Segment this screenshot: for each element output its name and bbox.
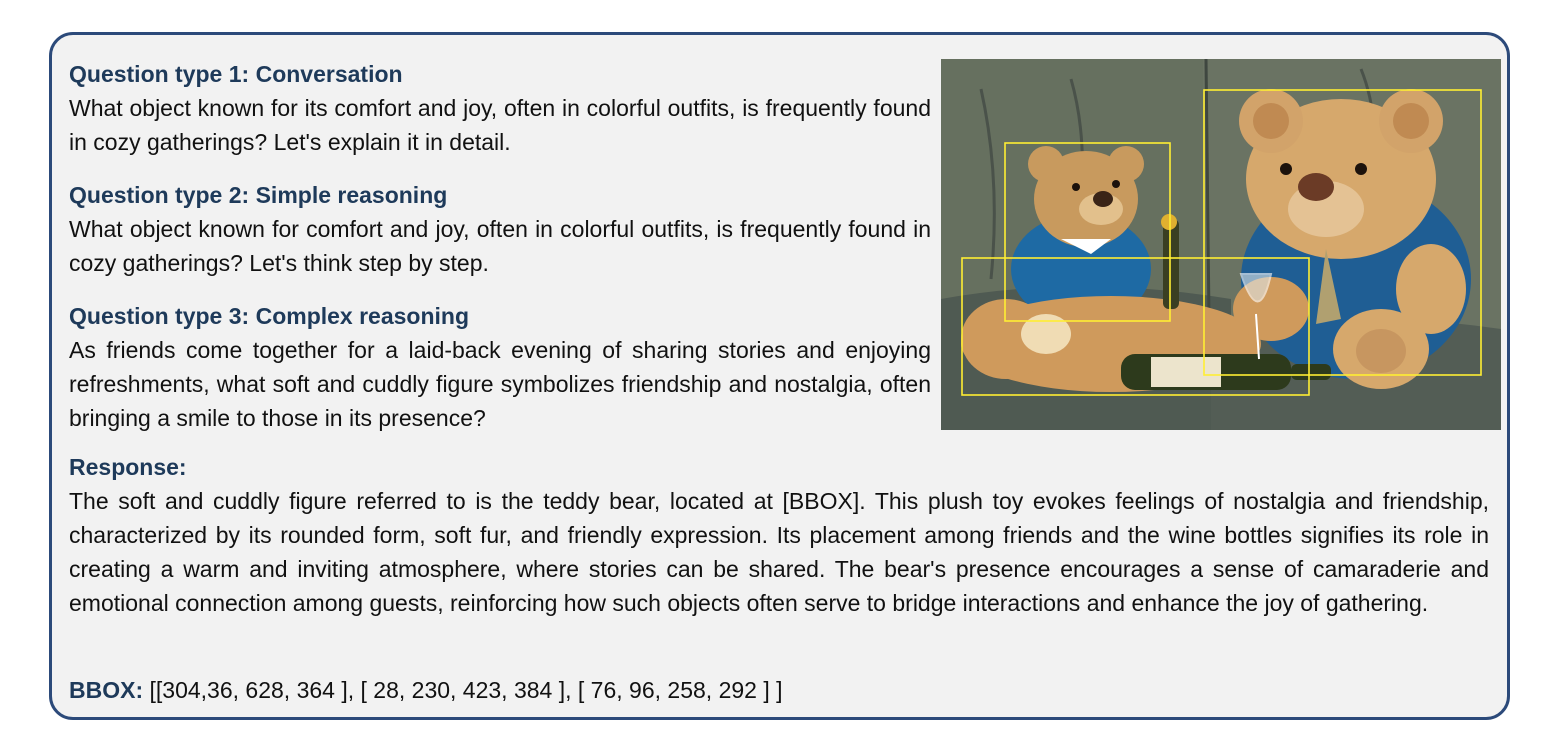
question-text: As friends come together for a laid-back evening of sharing stories and enjoying refreshments, what soft and cuddly figure symbolizes friendship and nostalgia, often bringing a smile to those in its presence? [69, 337, 931, 431]
question-text: What object known for comfort and joy, often in colorful outfits, is frequently found in cozy gatherings? Let's think step by step. [69, 216, 931, 276]
response-block [69, 452, 1489, 620]
bbox-label: BBOX: [69, 677, 144, 703]
response-text: The soft and cuddly figure referred to is the teddy bear, located at [BBOX]. This plush toy evokes feelings of nostalgia and friendship, characterized by its rounded form, soft fur, and friendly expression. Its placement among friends and the wine bottles signifies its role in creating a warm and inviting atmosphere, where stories can be shared. The bear's presence encourages a sense of camaraderie and emotional connection among guests, reinforcing how such objects often serve to bridge interactions and enhance the joy of gathering. [69, 488, 1489, 616]
question-block-2 [69, 180, 931, 280]
photo-illustration [941, 59, 1501, 430]
question-text: What object known for its comfort and joy, often in colorful outfits, is frequently found in cozy gatherings? Let's explain it in detail. [69, 95, 931, 155]
bbox-line [69, 675, 783, 705]
question-heading: Question type 3: Complex reasoning [69, 303, 470, 329]
bbox-value: [[304,36, 628, 364 ], [ 28, 230, 423, 384 ], [ 76, 96, 258, 292 ] ] [149, 677, 783, 703]
question-heading: Question type 1: Conversation [69, 61, 403, 87]
question-block-1 [69, 59, 931, 159]
question-block-3 [69, 301, 931, 435]
teddy-bears-photo [941, 59, 1501, 430]
question-heading: Question type 2: Simple reasoning [69, 182, 448, 208]
example-card [49, 32, 1510, 720]
large-bear [1239, 89, 1471, 389]
response-heading: Response: [69, 454, 187, 480]
